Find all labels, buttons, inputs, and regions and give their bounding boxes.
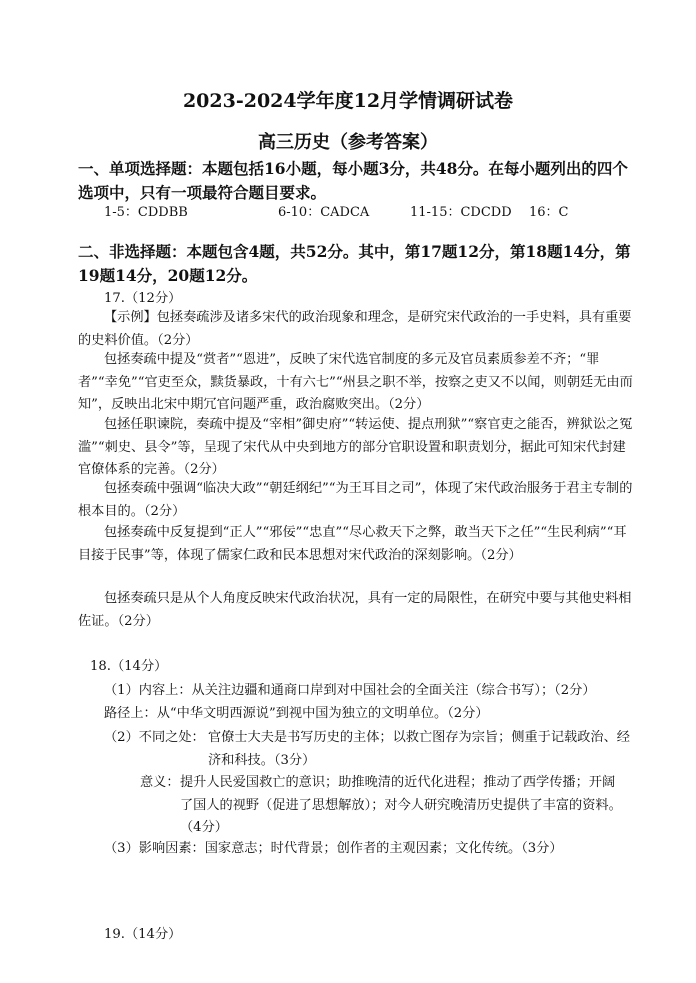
q19-label: 19.（14分） bbox=[104, 927, 182, 942]
document-subtitle: 高三历史（参考答案） bbox=[258, 132, 438, 153]
section1-heading: 一、单项选择题：本题包括16小题，每小题3分，共48分。在每小题列出的四个选项中，只有一项最符合题目要求。 bbox=[78, 159, 628, 202]
q17-para-5: 包拯奏疏中反复提到“正人”“邪佞”“忠直”“尽心救天下之弊，敢当天下之任”“生民利病”“耳目接于民事”等，体现了儒家仁政和民本思想对宋代政治的深刻影响。（2分） bbox=[78, 525, 627, 563]
q17-para-4: 包拯奏疏中强调“临决大政”“朝廷纲纪”“为王耳目之司”，体现了宋代政治服务于君主专制的根本目的。（2分） bbox=[78, 481, 633, 519]
q17-label: 17.（12分） bbox=[104, 291, 182, 306]
q18-label: 18.（14分） bbox=[90, 659, 168, 674]
answer-group-2: 6-10：CADCA bbox=[278, 205, 370, 220]
q17-para-3: 包拯任职谏院，奏疏中提及“宰相”御史府”“转运使、提点刑狱”“察官吏之能否，辨狱讼之冤滥”“刺史、县令”等，呈现了宋代从中央到地方的部分官职设置和职责划分，据此可知宋代封建官僚体系的完善。（2分） bbox=[78, 417, 633, 477]
section2-heading: 二、非选择题：本题包含4题，共52分。其中，第17题12分，第18题14分，第19题14分，20题12分。 bbox=[78, 242, 631, 285]
answer-group-4: 16：C bbox=[529, 205, 569, 220]
q18-part2-significance-label: 意义： bbox=[140, 775, 180, 790]
document-title: 2023-2024学年度12月学情调研试卷 bbox=[182, 90, 514, 112]
q18-part3: （3）影响因素：国家意志；时代背景；创作者的主观因素；文化传统。（3分） bbox=[104, 841, 563, 856]
q18-part2-significance: 提升人民爱国救亡的意识；助推晚清的近代化进程；推动了西学传播；开阔了国人的视野（促进了思想解放）；对今人研究晚清历史提供了丰富的资料。（4分） bbox=[180, 775, 622, 835]
q18-part1-path: 路径上：从“中华文明西源说”到视中国为独立的文明单位。（2分） bbox=[104, 706, 489, 721]
answer-group-1: 1-5：CDDBB bbox=[104, 205, 188, 220]
answer-group-3: 11-15：CDCDD bbox=[410, 205, 512, 220]
q18-part1-content: （1）内容上：从关注边疆和通商口岸到对中国社会的全面关注（综合书写）；（2分） bbox=[104, 683, 596, 698]
q17-para-1: 【示例】包拯奏疏涉及诸多宋代的政治现象和理念，是研究宋代政治的一手史料，具有重要的史料价值。（2分） bbox=[78, 310, 632, 348]
q17-para-2: 包拯奏疏中提及“赏者”“恩进”，反映了宋代选官制度的多元及官员素质参差不齐；“罪者”“幸免”“官吏至众，黩货暴政，十有六七”“州县之职不举，按察之吏又不以闻，则朝廷无由而知”，反映出北宋中期冗官问题严重，政治腐败突出。（2分） bbox=[78, 352, 633, 412]
q18-part2-differences: 官僚士大夫是书写历史的主体；以救亡图存为宗旨；侧重于记载政治、经济和科技。（3分） bbox=[208, 730, 630, 768]
q18-part2-label: （2）不同之处： bbox=[104, 730, 205, 745]
q17-para-6: 包拯奏疏只是从个人角度反映宋代政治状况，具有一定的局限性，在研究中要与其他史料相佐证。（2分） bbox=[78, 591, 632, 629]
